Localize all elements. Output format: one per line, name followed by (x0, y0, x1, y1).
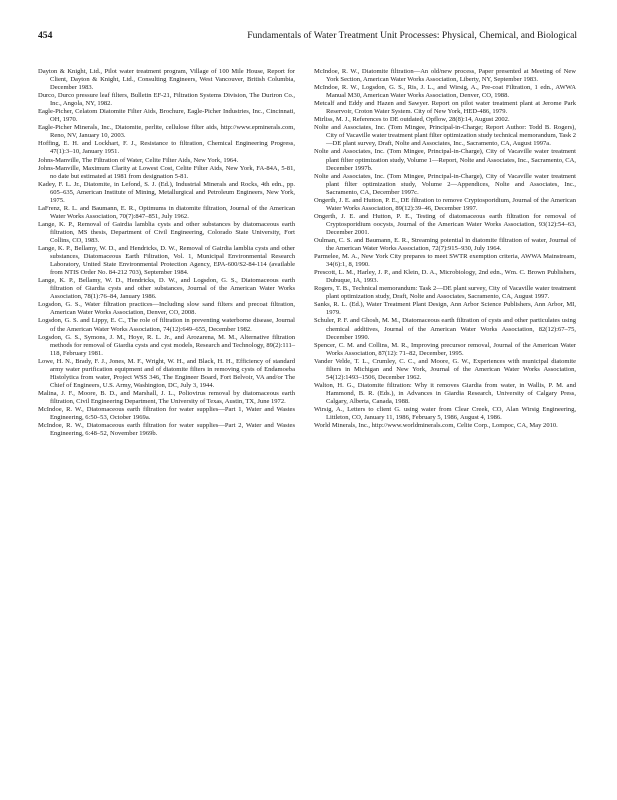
reference-entry: Logsdon, G. S., Symons, J. M., Hoye, R. L. Jr., and Arozarena, M. M., Alternative filtration methods for removal of Giardia cysts and cyst models, Research and Technology, 89(2):111–118, February 1981. (38, 333, 295, 357)
reference-entry: Lange, K. P., Bellamy, W. D., Hendricks, D. W., and Logsdon, G. S., Diatomaceous earth filtration of Giardia cysts and other substances, Journal of the American Water Works Association, 78(1):76–84, January 1986. (38, 277, 295, 301)
reference-entry: Vander Velde, T. L., Crumley, C. C., and Moore, G. W., Experiences with municipal diatomite filters in Michigan and New York, Journal of the American Water Works Association, 54(12):1493–1506, December 1962. (314, 357, 576, 381)
reference-entry: McIndoe, R. W., Diatomaceous earth filtration for water supplies—Part 2, Water and Wastes Engineering, 6:48–52, November 1969b. (38, 422, 295, 438)
references-right-column (314, 68, 576, 430)
reference-entry: Nolte and Associates, Inc. (Tom Mingee, Principal-in-Charge), City of Vacaville water treatment plant filter optimization study, Volume 1—Report, Nolte and Associates, Inc., Sacramento, CA, December 1997b. (314, 148, 576, 172)
reference-entry: Rogers, T. B., Technical memorandum: Task 2—DE plant survey, City of Vacaville water treatment plant optimization study, Draft, Nolte and Associates, Sacramento, CA, August 1997. (314, 285, 576, 301)
reference-entry: Nolte and Associates, Inc. (Tom Mingee, Principal-in-Charge; Report Author: Todd B. Rogers), City of Vacaville water treatment plant filter optimization study technical memorandum, Task 2—DE plant survey, Draft, Nolte and Associates, Inc., Sacramento, CA, August 1997a. (314, 124, 577, 148)
running-title: Fundamentals of Water Treatment Unit Processes: Physical, Chemical, and Biological (247, 30, 577, 41)
reference-entry: Johns-Manville, Maximum Clarity at Lowest Cost, Celite Filter Aids, New York, FA-84A, 5-81, no date but estimated at 1981 from designation 5-81. (38, 164, 295, 180)
reference-entry: Eagle-Picher Minerals, Inc., Diatomite, perlite, cellulose filter aids, http://www.epminerals.com, Reno, NV, January 10, 2003. (38, 124, 295, 140)
reference-entry: Metcalf and Eddy and Hazen and Sawyer. Report on pilot water treatment plant at Jerome Park Reservoir, Croton Water System. City of New York, HED-486, 1979. (314, 100, 576, 116)
reference-entry: Hoffing, E. H. and Lockhart, F. J., Resistance to filtration, Chemical Engineering Progress, 47(1):3–10, January 1951. (38, 140, 295, 156)
reference-entry: Ongerth, J. E. and Hutton, P. E., DE filtration to remove Cryptosporidium, Journal of the American Water Works Association, 89(12):39–46, December 1997. (314, 196, 576, 212)
reference-entry: Parmelee, M. A., New York City prepares to meet SWTR exemption criteria, AWWA Mainstream, 34(6):1, 8, 1990. (314, 253, 576, 269)
reference-entry: Logsdon, G. S. and Lippy, E. C., The role of filtration in preventing waterborne disease, Journal of the American Water Works Association, 74(12):649–655, December 1982. (38, 317, 295, 333)
reference-entry: Ongerth, J. E. and Hutton, P. E., Testing of diatomaceous earth filtration for removal of Cryptosporidium oocysts, Journal of the American Water Works Association, 93(12):54–63, December 2001. (314, 212, 576, 236)
references-left-column (38, 68, 295, 438)
reference-entry: Logsdon, G. S., Water filtration practices—Including slow sand filters and precoat filtration, American Water Works Association, Denver, CO, 2008. (38, 301, 295, 317)
reference-entry: Durco, Durco pressure leaf filters, Bulletin EF-21, Filtration Systems Division, The Duriron Co., Inc., Angola, NY, 1982. (38, 92, 295, 108)
reference-entry: World Minerals, Inc., http://www.worldminerals.com, Celite Corp., Lompoc, CA, May 2010. (314, 422, 558, 430)
reference-entry: Johns-Manville, The Filtration of Water, Celite Filter Aids, New York, 1964. (38, 156, 239, 164)
reference-entry: Dayton & Knight, Ltd., Pilot water treatment program, Village of 100 Mile House, Report for Client, Dayton & Knight, Ltd., Consulting Engineers, West Vancouver, British Columbia, December 1983. (38, 68, 295, 92)
reference-entry: Walton, H. G., Diatomite filtration: Why it removes Giardia from water, in Wallis, P. M. and Hammond, B. R. (Eds.), in Advances in Giardia Research, University of Calgary Press, Calgary, Alberta, Canada, 1988. (314, 381, 576, 405)
running-header (38, 30, 577, 44)
reference-entry: Mirliss, M. J., References to DE outdated, Opflow, 28(8):14, August 2002. (314, 116, 510, 124)
reference-entry: Schuler, P. F. and Ghosh, M. M., Diatomaceous earth filtration of cysts and other particulates using chemical additives, Journal of the American Water Works Association, 82(12):67–75, December 1990. (314, 317, 576, 341)
reference-entry: Malina, J. F., Moore, B. D., and Marshall, J. L., Poliovirus removal by diatomaceous earth filtration, Civil Engineering Department, The University of Texas, Austin, TX, June 1972. (38, 389, 295, 405)
reference-entry: Lange, K. P., Bellamy, W. D., and Hendricks, D. W., Removal of Gairdia lamblia cysts and other substances, Diatomaceous Earth Filtration, Vol. 1, Municipal Environmental Research Laboratory, United State Environmental Protection Agency, EPA-600/S2-84-114 (available from NTIS Order No. 84-212 703), September 1984. (38, 245, 295, 277)
reference-entry: McIndoe, R. W., Diatomaceous earth filtration for water supplies—Part 1, Water and Wastes Engineering, 6:50–53, October 1969a. (38, 405, 295, 422)
reference-entry: Wirsig, A., Letters to client G. using water from Clear Creek, CO, Alan Wirsig Engineering, Littleton, CO, January 11, 1986, February 5, 1986, August 4, 1986. (314, 405, 576, 422)
reference-entry: McIndoe, R. W., Logsdon, G. S., Ris, J. L., and Wirsig, A., Pre-coat Filtration, 1 edn., AWWA Manual M30, American Water Works Association, Denver, CO, 1988. (314, 84, 576, 100)
reference-entry: Kadey, F. L. Jr., Diatomite, in Lefond, S. J. (Ed.), Industrial Minerals and Rocks, 4th edn., pp. 605–635, American Institute of Mining, Metallurgical and Petroleum Engineers, New York, 1975. (38, 180, 295, 204)
reference-entry: Eagle-Picher, Celatom Diatomite Filter Aids, Brochure, Eagle-Picher Industries, Inc., Cincinnati, OH, 1970. (38, 108, 295, 124)
reference-entry: Lange, K. P., Removal of Gairdia lamblia cysts and other substances by diatomaceous earth filtration, MS thesis, Department of Civil Engineering, Colorado State University, Fort Collins, CO, 1983. (38, 220, 295, 244)
page-number: 454 (38, 30, 53, 41)
reference-entry: Lowe, H. N., Brady, F. J., Jones, M. F., Wright, W. H., and Black, H. H., Efficiency of standard army water purification equipment and of diatomite filters in removing cysts of Endamoeba Histolytica from water, Project WSS 346, The Engineer Board, Fort Belvoir, VA and/or The Chief of Engineers, U.S. Army, Washington, DC, July 3, 1944. (38, 357, 295, 389)
reference-entry: Spencer, C. M. and Collins, M. R., Improving precursor removal, Journal of the American Water Works Association, 87(12): 71–82, December, 1995. (314, 341, 576, 357)
reference-entry: Oulman, C. S. and Baumann, E. R., Streaming potential in diatomite filtration of water, Journal of the American Water Works Association, 72(7):915–930, July 1964. (314, 236, 576, 253)
reference-entry: Sanks, R. L. (Ed.), Water Treatment Plant Design, Ann Arbor Science Publishers, Ann Arbor, MI, 1979. (314, 301, 576, 317)
reference-entry: Prescott, L. M., Harley, J. P., and Klein, D. A., Microbiology, 2nd edn., Wm. C. Brown Publishers, Dubuque, IA, 1993. (314, 269, 576, 285)
reference-entry: Nolte and Associates, Inc. (Tom Mingee, Principal-in-Charge), City of Vacaville water treatment plant filter optimization study, Volume 2—Appendices, Nolte and Associates, Inc., Sacramento, CA, December 1997c. (314, 172, 576, 196)
reference-entry: LaFrenz, R. L. and Baumann, E. R., Optimums in diatomite filtration, Journal of the American Water Works Association, 70(7):847–851, July 1962. (38, 204, 295, 220)
reference-entry: McIndoe, R. W., Diatomite filtration—An old/new process, Paper presented at Meeting of New York Section, American Water Works Association, Liberty, NY, September 1983. (314, 68, 576, 84)
